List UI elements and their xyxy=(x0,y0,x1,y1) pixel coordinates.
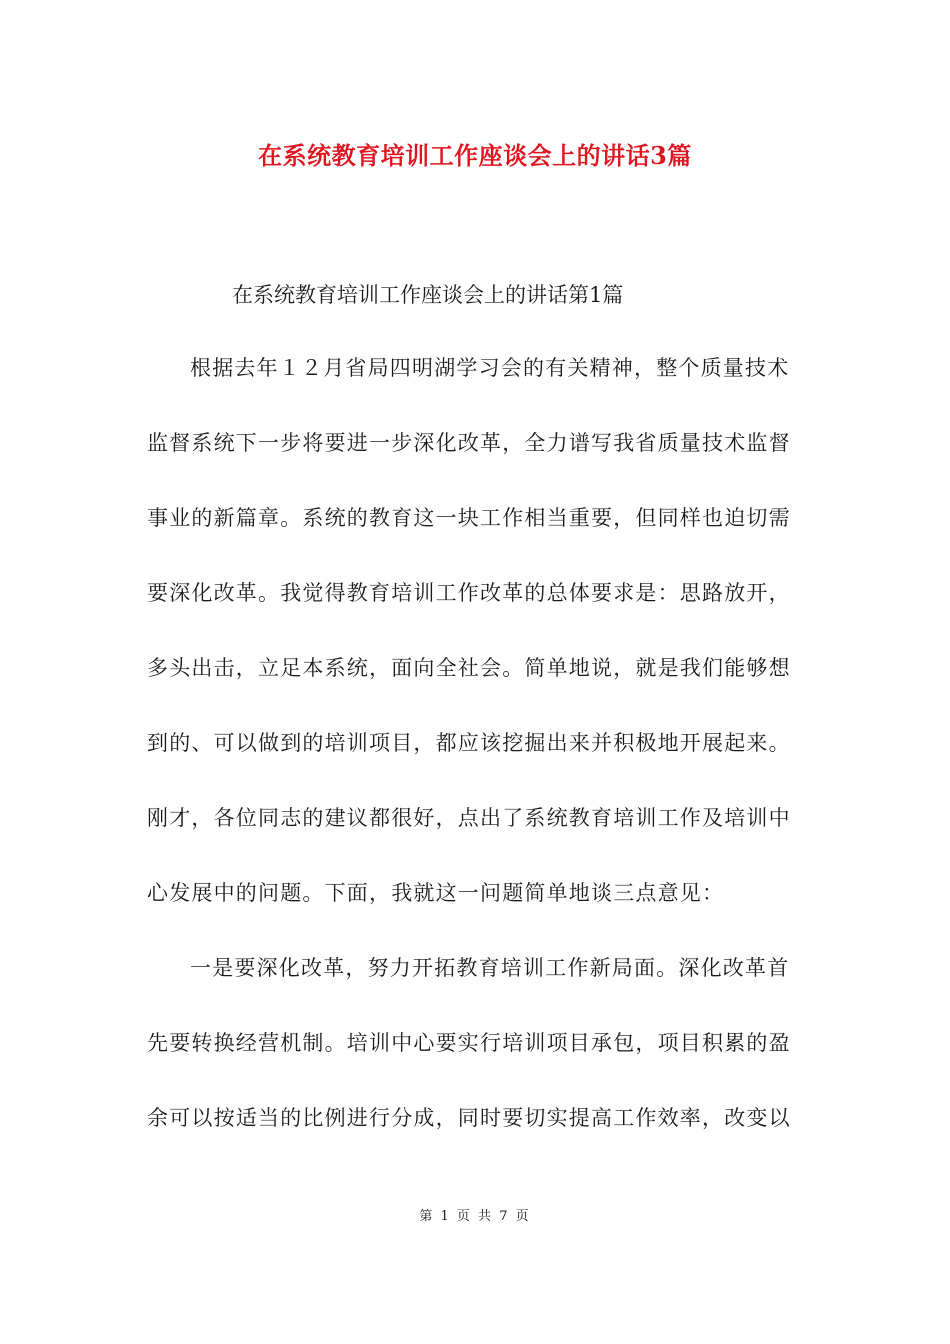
body-line-10: 先要转换经营机制。培训中心要实行培训项目承包，项目积累的盈 xyxy=(147,1031,791,1055)
body-line-9: 一是要深化改革，努力开拓教育培训工作新局面。深化改革首 xyxy=(190,956,790,980)
section-subtitle: 在系统教育培训工作座谈会上的讲话第1篇 xyxy=(232,283,624,307)
body-line-8: 心发展中的问题。下面，我就这一问题简单地谈三点意见： xyxy=(147,881,725,905)
body-line-1: 根据去年１２月省局四明湖学习会的有关精神，整个质量技术 xyxy=(190,356,790,380)
body-line-5: 多头出击，立足本系统，面向全社会。简单地说，就是我们能够想 xyxy=(147,656,791,680)
body-line-4: 要深化改革。我觉得教育培训工作改革的总体要求是：思路放开， xyxy=(147,581,791,605)
page-footer: 第 1 页 共 7 页 xyxy=(419,1209,531,1224)
body-line-11: 余可以按适当的比例进行分成，同时要切实提高工作效率，改变以 xyxy=(147,1106,791,1130)
body-line-7: 刚才，各位同志的建议都很好，点出了系统教育培训工作及培训中 xyxy=(147,806,791,830)
body-line-6: 到的、可以做到的培训项目，都应该挖掘出来并积极地开展起来。 xyxy=(147,731,791,755)
body-line-3: 事业的新篇章。系统的教育这一块工作相当重要，但同样也迫切需 xyxy=(147,506,791,530)
document-title: 在系统教育培训工作座谈会上的讲话3篇 xyxy=(258,141,692,170)
body-line-2: 监督系统下一步将要进一步深化改革，全力谱写我省质量技术监督 xyxy=(147,431,791,455)
